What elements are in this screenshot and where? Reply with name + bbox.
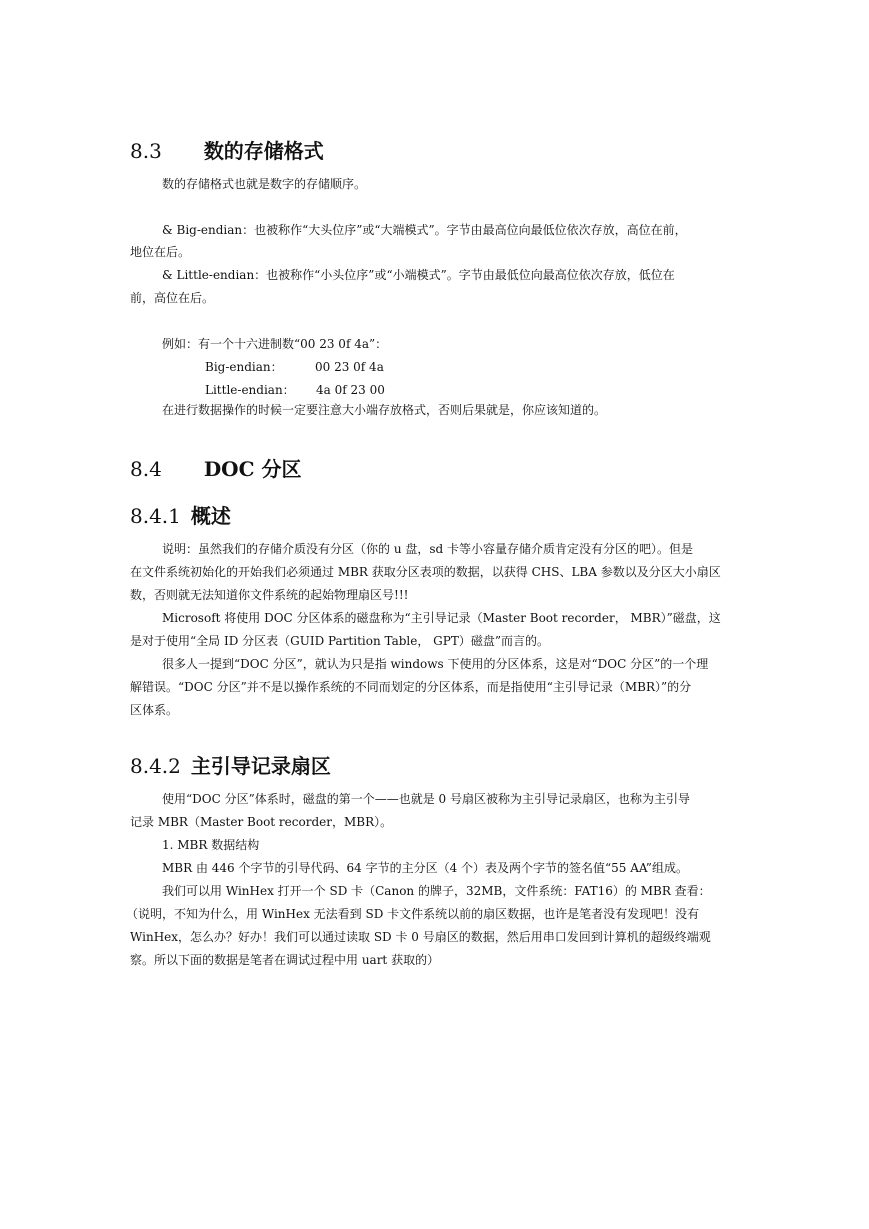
section-number: 8.3 bbox=[130, 139, 162, 163]
section-number: 8.4.1 bbox=[130, 504, 181, 528]
section-title: 概述 bbox=[190, 504, 231, 528]
example-little-value: 4a 0f 23 00 bbox=[316, 383, 385, 397]
section-number: 8.4 bbox=[130, 457, 162, 481]
mbr-p4-line-2: WinHex，怎么办？好办！我们可以通过读取 SD 卡 0 号扇区的数据，然后用串口发回到计算机的超级终端观 bbox=[130, 930, 711, 944]
overview-p1-line-2: 在文件系统初始化的开始我们必须通过 MBR 获取分区表项的数据，以获得 CHS、LBA 参数以及分区大小扇区 bbox=[130, 565, 721, 579]
overview-p3-line-1: 很多人一提到“DOC 分区”，就认为只是指 windows 下使用的分区体系，这是对“DOC 分区”的一个理 bbox=[162, 657, 709, 671]
mbr-list-item-1: 1. MBR 数据结构 bbox=[162, 838, 260, 852]
mbr-p1-line-2: 记录 MBR（Master Boot recorder，MBR）。 bbox=[130, 815, 393, 829]
overview-p3-line-2: 解错误。“DOC 分区”并不是以操作系统的不同而划定的分区体系，而是指使用“主引导记录（MBR）”的分 bbox=[130, 680, 692, 694]
overview-p2-line-2: 是对于使用“全局 ID 分区表（GUID Partition Table， GPT）磁盘”而言的。 bbox=[130, 634, 549, 648]
overview-p1-line-1: 说明：虽然我们的存储介质没有分区（你的 u 盘，sd 卡等小容量存储介质肯定没有分区的吧）。但是 bbox=[162, 542, 694, 556]
mbr-p4-line-1: （说明，不知为什么，用 WinHex 无法看到 SD 卡文件系统以前的扇区数据，也许是笔者没有发现吧！没有 bbox=[126, 907, 700, 921]
mbr-p4-line-3: 察。所以下面的数据是笔者在调试过程中用 uart 获取的） bbox=[130, 953, 440, 967]
endian-note: 在进行数据操作的时候一定要注意大小端存放格式，否则后果就是，你应该知道的。 bbox=[162, 403, 607, 417]
section-title: 主引导记录扇区 bbox=[190, 754, 331, 778]
overview-p1-line-3: 数，否则就无法知道你文件系统的起始物理扇区号!!! bbox=[130, 588, 409, 602]
section-number: 8.4.2 bbox=[130, 754, 181, 778]
mbr-p2: MBR 由 446 个字节的引导代码、64 字节的主分区（4 个）表及两个字节的签名值“55 AA”组成。 bbox=[162, 861, 688, 875]
section-heading-8-3 bbox=[130, 139, 324, 163]
big-endian-line-1: & Big-endian：也被称作“大头位序”或“大端模式”。字节由最高位向最低位依次存放，高位在前， bbox=[162, 223, 687, 237]
section-heading-8-4-1 bbox=[130, 504, 231, 528]
example-little-label: Little-endian： bbox=[205, 383, 295, 397]
section-heading-8-4 bbox=[130, 457, 301, 481]
section-heading-8-4-2 bbox=[130, 754, 331, 778]
big-endian-line-2: 地位在后。 bbox=[130, 245, 191, 259]
section-title: DOC 分区 bbox=[203, 457, 302, 481]
section-title: 数的存储格式 bbox=[203, 139, 324, 163]
overview-p3-line-3: 区体系。 bbox=[130, 703, 179, 717]
example-big-label: Big-endian： bbox=[205, 360, 283, 374]
little-endian-line-2: 前，高位在后。 bbox=[130, 291, 215, 305]
little-endian-line-1: & Little-endian：也被称作“小头位序”或“小端模式”。字节由最低位向最高位依次存放，低位在 bbox=[162, 268, 675, 282]
example-intro: 例如：有一个十六进制数“00 23 0f 4a”： bbox=[162, 337, 388, 351]
mbr-p1-line-1: 使用“DOC 分区”体系时，磁盘的第一个——也就是 0 号扇区被称为主引导记录扇区，也称为主引导 bbox=[162, 792, 690, 806]
intro-line: 数的存储格式也就是数字的存储顺序。 bbox=[162, 177, 367, 191]
overview-p2-line-1: Microsoft 将使用 DOC 分区体系的磁盘称为“主引导记录（Master Boot recorder， MBR）”磁盘，这 bbox=[162, 611, 721, 625]
example-big-value: 00 23 0f 4a bbox=[315, 360, 384, 374]
mbr-p3: 我们可以用 WinHex 打开一个 SD 卡（Canon 的牌子，32MB，文件系统：FAT16）的 MBR 查看： bbox=[162, 884, 711, 898]
